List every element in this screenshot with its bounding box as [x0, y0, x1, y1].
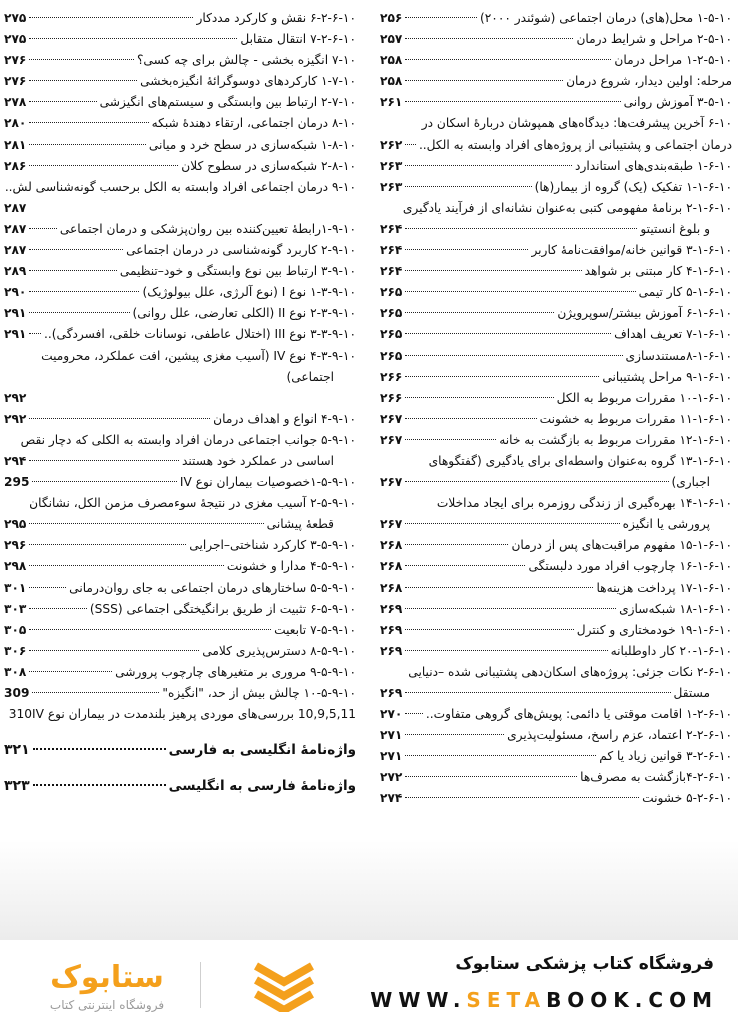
toc-entry-title: ۱-۷-۱۰ کارکردهای دوسوگرائهٔ انگیزه‌بخشی — [140, 74, 356, 89]
dot-leader — [405, 544, 508, 545]
toc-entry — [380, 725, 732, 746]
dot-leader — [29, 17, 193, 18]
logo-wordmark: ستابوک — [50, 960, 164, 995]
toc-entry — [4, 472, 356, 493]
toc-page-number: ۳۰۱ — [4, 580, 27, 595]
toc-page-number: ۲۶۸ — [380, 559, 403, 574]
toc-entry-title: ۳-۳-۹-۱۰ نوع III (اختلال عاطفی، نوسانات خلقی، افسردگی).. — [44, 327, 356, 342]
toc-column-right — [380, 8, 732, 810]
toc-entry — [380, 50, 732, 71]
dot-leader — [29, 291, 139, 292]
dot-leader — [405, 249, 528, 250]
toc-entry-title: و بلوغ انستیتو — [640, 221, 710, 236]
toc-page-number: ۲۵۷ — [380, 32, 403, 47]
toc-entry-line: ۴-۳-۹-۱۰ نوع IV (آسیب مغزی پیشین، افت عملکرد، محرومیت — [41, 348, 356, 363]
toc-entry — [380, 472, 732, 493]
toc-entry — [4, 556, 356, 577]
toc-entry-title: مرحله: اولین دیدار، شروع درمان — [566, 74, 732, 89]
toc-entry — [380, 514, 732, 535]
toc-entry-line: ۲-۵-۹-۱۰ آسیب مغزی در نتیجهٔ سوءمصرف مزمن الکل، نشانگان — [29, 496, 356, 511]
toc-entry — [380, 240, 732, 261]
dot-leader — [405, 333, 611, 334]
dot-leader — [29, 523, 263, 524]
toc-entry-line: 10,9,5,11 بررسی‌های موردی پرهیز بلندمدت در بیماران نوع 310IV — [8, 707, 356, 722]
toc-entry — [4, 641, 356, 662]
toc-page-number: ۳۰۳ — [4, 601, 27, 616]
chevron-stack-icon — [252, 960, 316, 1012]
toc-entry-title: ۳-۵-۹-۱۰ کارکرد شناختی–اجرایی — [189, 538, 356, 553]
toc-entry — [4, 683, 356, 704]
dot-leader — [405, 270, 581, 271]
dot-leader — [405, 144, 416, 145]
toc-entry — [380, 704, 732, 725]
toc-entry — [4, 156, 356, 177]
toc-entry-title: ۳-۲-۶-۱۰ قوانین زیاد یا کم — [599, 749, 732, 764]
toc-entry-title: ۵-۵-۹-۱۰ ساختارهای درمان اجتماعی به جای روان‌درمانی — [69, 580, 356, 595]
toc-page-number: ۲۶۹ — [380, 622, 403, 637]
toc-entry-title: ۴-۹-۱۰ انواع و اهداف درمان — [213, 411, 356, 426]
toc-entry-title: ۲-۲-۶-۱۰ اعتماد، عزم راسخ، مسئولیت‌پذیری — [507, 728, 732, 743]
toc-entry-title: اجباری) — [671, 475, 710, 490]
toc-entry — [380, 324, 732, 345]
dot-leader — [405, 797, 639, 798]
toc-entry-title: ۲-۷-۱۰ ارتباط بین وابستگی و سیستم‌های انگیزشی — [99, 95, 356, 110]
toc-page-number: ۲۹۲ — [4, 390, 27, 405]
dot-leader — [405, 355, 622, 356]
toc-entry-title: ۹-۱-۶-۱۰ مراحل پشتیبانی — [602, 369, 732, 384]
toc-entry — [380, 135, 732, 156]
toc-entry — [380, 367, 732, 388]
dot-leader — [405, 165, 572, 166]
toc-page-number: ۲۶۵ — [380, 306, 403, 321]
dot-leader — [29, 144, 146, 145]
dot-leader — [29, 270, 117, 271]
toc-entry-title: ۱۵-۱-۶-۱۰ مفهوم مراقبت‌های پس از درمان — [511, 538, 732, 553]
toc-page-number: ۲۹۲ — [4, 411, 27, 426]
toc-page-number: ۲۶۴ — [380, 221, 403, 236]
toc-entry — [380, 430, 732, 451]
toc-page-number: ۲۷۱ — [380, 749, 403, 764]
toc-entry — [380, 346, 732, 367]
toc-page-number: ۲۶۶ — [380, 369, 403, 384]
dot-leader — [405, 713, 423, 714]
toc-entry — [4, 578, 356, 599]
toc-page-number: ۲۶۱ — [380, 95, 403, 110]
toc-entry — [380, 388, 732, 409]
toc-entry-title: ۴-۵-۹-۱۰ مدارا و خشونت — [226, 559, 356, 574]
dot-leader — [29, 122, 148, 123]
toc-page-number: ۲۶۸ — [380, 538, 403, 553]
toc-page-number: ۲۹۸ — [4, 559, 27, 574]
toc-entry-title: قطعهٔ پیشانی — [266, 517, 334, 532]
toc-entry-title: واژه‌نامهٔ انگلیسی به فارسی — [168, 742, 356, 759]
toc-page-number: ۲۸۰ — [4, 116, 27, 131]
toc-page-number: ۲۹۱ — [4, 306, 27, 321]
dot-leader — [405, 186, 531, 187]
dot-leader — [33, 748, 166, 750]
toc-page-number: ۳۰۵ — [4, 622, 27, 637]
toc-entry-title: ۲-۸-۱۰ شبکه‌سازی در سطوح کلان — [181, 158, 356, 173]
toc-entry-title: ۳-۱-۶-۱۰ قوانین خانه/موافقت‌نامهٔ کاربر — [531, 243, 732, 258]
toc-entry-title: درمان اجتماعی و پشتیبانی از پروژه‌های افراد وابسته به الکل.. — [418, 137, 732, 152]
toc-entry-title: ۷-۵-۹-۱۰ تابعیت — [274, 622, 356, 637]
toc-page-number: ۳۰۸ — [4, 664, 27, 679]
toc-entry — [4, 514, 356, 535]
toc-entry — [380, 556, 732, 577]
toc-entry — [380, 303, 732, 324]
toc-page-number: ۲۶۵ — [380, 285, 403, 300]
toc-entry-title: ۶-۵-۹-۱۰ تثبیت از طریق برانگیختگی اجتماعی (SSS) — [89, 601, 356, 616]
toc-entry-title: ۲-۹-۱۰ کاربرد گونه‌شناسی در درمان اجتماعی — [126, 243, 356, 258]
toc-entry-line: ۱۴-۱-۶-۱۰ بهره‌گیری از زندگی روزمره برای ایجاد مداخلات — [436, 496, 732, 511]
dot-leader — [405, 38, 573, 39]
toc-entry-line: ۱۳-۱-۶-۱۰ گروه به‌عنوان واسطه‌ای برای یادگیری (گفتگوهای — [428, 453, 732, 468]
dot-leader — [405, 397, 553, 398]
toc-entry-title: ۵-۱-۶-۱۰ کار تیمی — [638, 285, 732, 300]
dot-leader — [405, 101, 620, 102]
toc-entry — [380, 599, 732, 620]
toc-page-number: ۲۸۷ — [4, 243, 27, 258]
toc-entry — [4, 240, 356, 261]
dot-leader — [405, 59, 611, 60]
toc-page-number: ۲۷۴ — [380, 791, 403, 806]
toc-page-number: ۲۵۸ — [380, 74, 403, 89]
dot-leader — [29, 59, 134, 60]
toc-page-number: ۲۸۱ — [4, 137, 27, 152]
toc-column-left — [4, 8, 356, 797]
dot-leader — [405, 629, 573, 630]
toc-entry-title: ۱-۱-۶-۱۰ تفکیک (یک) گروه از بیمار(ها) — [534, 179, 732, 194]
toc-page-number: ۲۶۶ — [380, 390, 403, 405]
toc-entry-title: پرورشی یا انگیزه — [622, 517, 710, 532]
toc-entry — [4, 219, 356, 240]
toc-entry — [4, 29, 356, 50]
toc-entry-title: ۱-۸-۱۰ شبکه‌سازی در سطح خرد و میانی — [148, 137, 356, 152]
toc-entry-title: ۱۶-۱-۶-۱۰ چارچوب افراد مورد دلبستگی — [528, 559, 732, 574]
dot-leader — [405, 587, 593, 588]
dot-leader — [29, 587, 66, 588]
toc-page-number: ۲۶۸ — [380, 580, 403, 595]
toc-entry-title: ۱۱-۱-۶-۱۰ مقررات مربوط به خشونت — [539, 411, 732, 426]
toc-entry — [4, 324, 356, 345]
toc-entry-title: ۱۸-۱-۶-۱۰ شبکه‌سازی — [619, 601, 732, 616]
toc-entry-line: ۹-۱۰ درمان اجتماعی افراد وابسته به الکل برحسب گونه‌شناسی لش.. — [4, 179, 356, 194]
toc-page-number: ۲۵۶ — [380, 11, 403, 25]
dot-leader — [405, 228, 637, 229]
dot-leader — [405, 608, 616, 609]
toc-page-number: ۲۶۷ — [380, 475, 403, 490]
bottom-fade — [0, 840, 738, 940]
toc-entry-title: اساسی در عملکرد خود هستند — [181, 453, 334, 468]
store-name: فروشگاه کتاب پزشکی ستابوک — [455, 954, 714, 974]
toc-entry-title: ۱۲-۱-۶-۱۰ مقررات مربوط به بازگشت به خانه — [499, 432, 732, 447]
toc-entry — [380, 767, 732, 788]
toc-page-number: ۲۶۴ — [380, 243, 403, 258]
toc-entry — [4, 282, 356, 303]
toc-entry — [380, 177, 732, 198]
toc-entry — [4, 92, 356, 113]
toc-page-number: ۲۶۹ — [380, 643, 403, 658]
toc-page-number: ۲۹۶ — [4, 538, 27, 553]
toc-page-number: ۲۸۷ — [4, 200, 27, 215]
toc-entry — [380, 71, 732, 92]
toc-entry-title: ۴-۱-۶-۱۰ کار مبتنی بر شواهد — [584, 264, 732, 279]
toc-entry — [380, 620, 732, 641]
dot-leader — [405, 734, 504, 735]
toc-page-number: ۲۹۱ — [4, 327, 27, 342]
toc-entry — [380, 578, 732, 599]
dot-leader — [405, 17, 477, 18]
toc-entry — [380, 683, 732, 704]
toc-page-number: ۲۷۵ — [4, 11, 27, 25]
toc-page-number: ۲۶۹ — [380, 686, 403, 700]
toc-page-number: ۳۰۶ — [4, 643, 27, 658]
toc-entry-title: ۸-۵-۹-۱۰ دسترس‌پذیری کلامی — [202, 643, 356, 658]
toc-entry-title: ۱-۵-۹-۱۰خصوصیات بیماران نوع IV — [179, 475, 356, 490]
toc-entry — [380, 641, 732, 662]
dot-leader — [33, 784, 166, 786]
toc-page-number: ۲۷۶ — [4, 74, 27, 89]
toc-page-number: ۲۹۴ — [4, 453, 27, 468]
toc-entry-title: ۲۰-۱-۶-۱۰ کار داوطلبانه — [610, 643, 732, 658]
toc-page-number: 309 — [4, 686, 30, 700]
toc-entry — [4, 50, 356, 71]
toc-page-number: ۲۷۸ — [4, 95, 27, 110]
dot-leader — [405, 291, 635, 292]
toc-entry-title: مستقل — [673, 686, 710, 700]
dot-leader — [29, 544, 186, 545]
toc-page-number: ۲۶۷ — [380, 432, 403, 447]
toc-page-number: ۲۸۹ — [4, 264, 27, 279]
toc-entry-title: ۱-۶-۱۰ طبقه‌بندی‌های استاندارد — [575, 158, 732, 173]
toc-entry — [380, 92, 732, 113]
toc-entry-title: ۳-۵-۱۰ آموزش روانی — [623, 95, 732, 110]
toc-entry — [4, 451, 356, 472]
dot-leader — [29, 460, 179, 461]
toc-entry — [380, 261, 732, 282]
toc-entry — [380, 282, 732, 303]
toc-page-number: ۲۸۶ — [4, 158, 27, 173]
toc-entry-line: ۲-۶-۱۰ نکات جزئی: پروژه‌های اسکان‌دهی پشتیبانی شده –دنیایی — [408, 664, 732, 679]
toc-page-number: ۲۶۹ — [380, 601, 403, 616]
store-footer — [0, 940, 738, 1023]
toc-page-number: ۲۶۵ — [380, 327, 403, 342]
toc-entry-title: ۶-۱-۶-۱۰ آموزش بیشتر/سوپرویژن — [557, 306, 732, 321]
dot-leader — [29, 608, 87, 609]
dot-leader — [29, 38, 237, 39]
glossary-entry — [4, 739, 356, 761]
toc-entry — [4, 535, 356, 556]
toc-entry-title: ۱۰-۱-۶-۱۰ مقررات مربوط به الکل — [556, 390, 732, 405]
toc-entry — [380, 156, 732, 177]
dot-leader — [32, 692, 159, 693]
toc-entry-title: ۱-۳-۹-۱۰ نوع I (نوع آلرژی، علل بیولوژیک) — [142, 285, 356, 300]
dot-leader — [29, 650, 199, 651]
toc-entry — [380, 8, 732, 29]
toc-entry-title: ۸-۱۰ درمان اجتماعی، ارتقاء دهندهٔ شبکه — [151, 116, 356, 131]
toc-entry-title: ۹-۵-۹-۱۰ مروری بر متغیرهای چارچوب پرورشی — [115, 664, 356, 679]
toc-page-number: ۲۷۰ — [380, 707, 403, 722]
dot-leader — [405, 565, 525, 566]
toc-page-number: ۲۹۰ — [4, 285, 27, 300]
toc-entry — [4, 409, 356, 430]
toc-entry-title: ۱-۲-۵-۱۰ مراحل درمان — [614, 53, 732, 68]
dot-leader — [405, 692, 670, 693]
toc-entry — [4, 135, 356, 156]
toc-entry-title: ۲-۳-۹-۱۰ نوع II (الکلی تعارضی، علل روانی) — [132, 306, 356, 321]
url-accent: SETA — [466, 988, 547, 1012]
toc-entry-line: ۲-۱-۶-۱۰ برنامهٔ مفهومی کتبی به‌عنوان نشانه‌ای از فرآیند یادگیری — [402, 200, 732, 215]
dot-leader — [405, 439, 496, 440]
toc-page-number: ۲۶۳ — [380, 158, 403, 173]
dot-leader — [29, 80, 137, 81]
toc-page-number: ۳۲۳ — [4, 778, 30, 795]
dot-leader — [405, 523, 619, 524]
dot-leader — [405, 650, 607, 651]
dot-leader — [29, 333, 41, 334]
dot-leader — [29, 101, 96, 102]
url-prefix: WWW. — [370, 988, 467, 1012]
toc-page-number: ۲۷۲ — [380, 770, 403, 785]
toc-page-number: ۲۵۸ — [380, 53, 403, 68]
logo-subtitle: فروشگاه اینترنتی کتاب — [49, 998, 165, 1012]
toc-page-number: ۲۶۳ — [380, 179, 403, 194]
toc-page-number: 295 — [4, 475, 30, 490]
toc-page-number: ۲۶۵ — [380, 348, 403, 363]
store-url[interactable] — [370, 988, 718, 1012]
toc-page-number: ۲۶۲ — [380, 137, 403, 152]
dot-leader — [29, 629, 271, 630]
toc-entry-title: ۶-۲-۶-۱۰ نقش و کارکرد مددکار — [196, 11, 356, 25]
toc-entry — [4, 71, 356, 92]
toc-page-number: ۲۸۷ — [4, 221, 27, 236]
toc-entry-line: ۶-۱۰ آخرین پیشرفت‌ها: دیدگاه‌های همپوشان دربارهٔ اسکان در — [421, 116, 732, 131]
toc-entry-title: ۱-۲-۶-۱۰ اقامت موقتی یا دائمی: پویش‌های گروهی متفاوت.. — [425, 707, 732, 722]
dot-leader — [29, 312, 129, 313]
toc-page-number: ۲۷۵ — [4, 32, 27, 47]
glossary-entry — [4, 775, 356, 797]
toc-page-number: ۲۶۷ — [380, 517, 403, 532]
toc-entry-title: واژه‌نامهٔ فارسی به انگلیسی — [168, 778, 356, 795]
toc-page-number: ۲۷۱ — [380, 728, 403, 743]
toc-entry-title: ۷-۱-۶-۱۰ تعریف اهداف — [614, 327, 732, 342]
toc-entry-title: ۱۰-۵-۹-۱۰ چالش بیش از حد، "انگیزه" — [162, 686, 356, 700]
toc-entry — [380, 409, 732, 430]
toc-page-number: ۳۲۱ — [4, 742, 30, 759]
toc-page-number: ۲۶۴ — [380, 264, 403, 279]
dot-leader — [405, 376, 599, 377]
toc-page-number: ۲۷۶ — [4, 53, 27, 68]
dot-leader — [405, 776, 577, 777]
toc-page-number: ۲۶۷ — [380, 411, 403, 426]
dot-leader — [29, 418, 210, 419]
dot-leader — [29, 565, 224, 566]
dot-leader — [29, 249, 123, 250]
toc-entry — [4, 261, 356, 282]
toc-entry — [4, 113, 356, 134]
dot-leader — [405, 481, 668, 482]
dot-leader — [405, 418, 536, 419]
toc-entry-title: ۷-۲-۶-۱۰ انتقال متقابل — [240, 32, 356, 47]
store-logo — [32, 956, 332, 1016]
toc-entry-title: ۲-۵-۱۰ مراحل و شرایط درمان — [576, 32, 732, 47]
toc-entry-title: ۱-۵-۱۰ محل(های) درمان اجتماعی (شوئندر ۲۰۰۰) — [479, 11, 732, 25]
toc-entry-line: ۵-۹-۱۰ جوانب اجتماعی درمان افراد وابسته به الکلی که دچار نقص — [20, 432, 356, 447]
toc-entry-title: ۳-۹-۱۰ ارتباط بین نوع وابستگی و خود–تنظیمی — [119, 264, 356, 279]
toc-entry — [4, 303, 356, 324]
toc-entry — [4, 620, 356, 641]
toc-entry-title: ۴-۲-۶-۱۰بازگشت به مصرف‌ها — [580, 770, 732, 785]
toc-entry — [380, 788, 732, 809]
toc-entry — [4, 599, 356, 620]
toc-entry — [380, 535, 732, 556]
dot-leader — [405, 80, 563, 81]
toc-entry-title: ۱۷-۱-۶-۱۰ پرداخت هزینه‌ها — [596, 580, 732, 595]
toc-page-number: ۲۹۵ — [4, 517, 27, 532]
dot-leader — [29, 165, 178, 166]
dot-leader — [32, 481, 176, 482]
dot-leader — [405, 755, 596, 756]
toc-entry-title: ۸-۱-۶-۱۰مستندسازی — [625, 348, 732, 363]
dot-leader — [405, 312, 554, 313]
dot-leader — [29, 671, 112, 672]
toc-entry-title: ۵-۲-۶-۱۰ خشونت — [642, 791, 732, 806]
dot-leader — [29, 228, 57, 229]
toc-entry — [380, 29, 732, 50]
toc-entry-title: ۷-۱۰ انگیزه بخشی - چالش برای چه کسی؟ — [136, 53, 356, 68]
toc-entry — [4, 8, 356, 29]
toc-entry — [380, 746, 732, 767]
url-suffix: BOOK.COM — [546, 988, 718, 1012]
toc-entry-line: اجتماعی) — [286, 369, 334, 384]
toc-entry-title: ۱۹-۱-۶-۱۰ خودمختاری و کنترل — [576, 622, 732, 637]
toc-entry — [380, 219, 732, 240]
toc-entry-title: ۱-۹-۱۰رابطهٔ تعیین‌کننده بین روان‌پزشکی و درمان اجتماعی — [59, 221, 356, 236]
logo-divider — [200, 962, 201, 1008]
toc-entry — [4, 662, 356, 683]
